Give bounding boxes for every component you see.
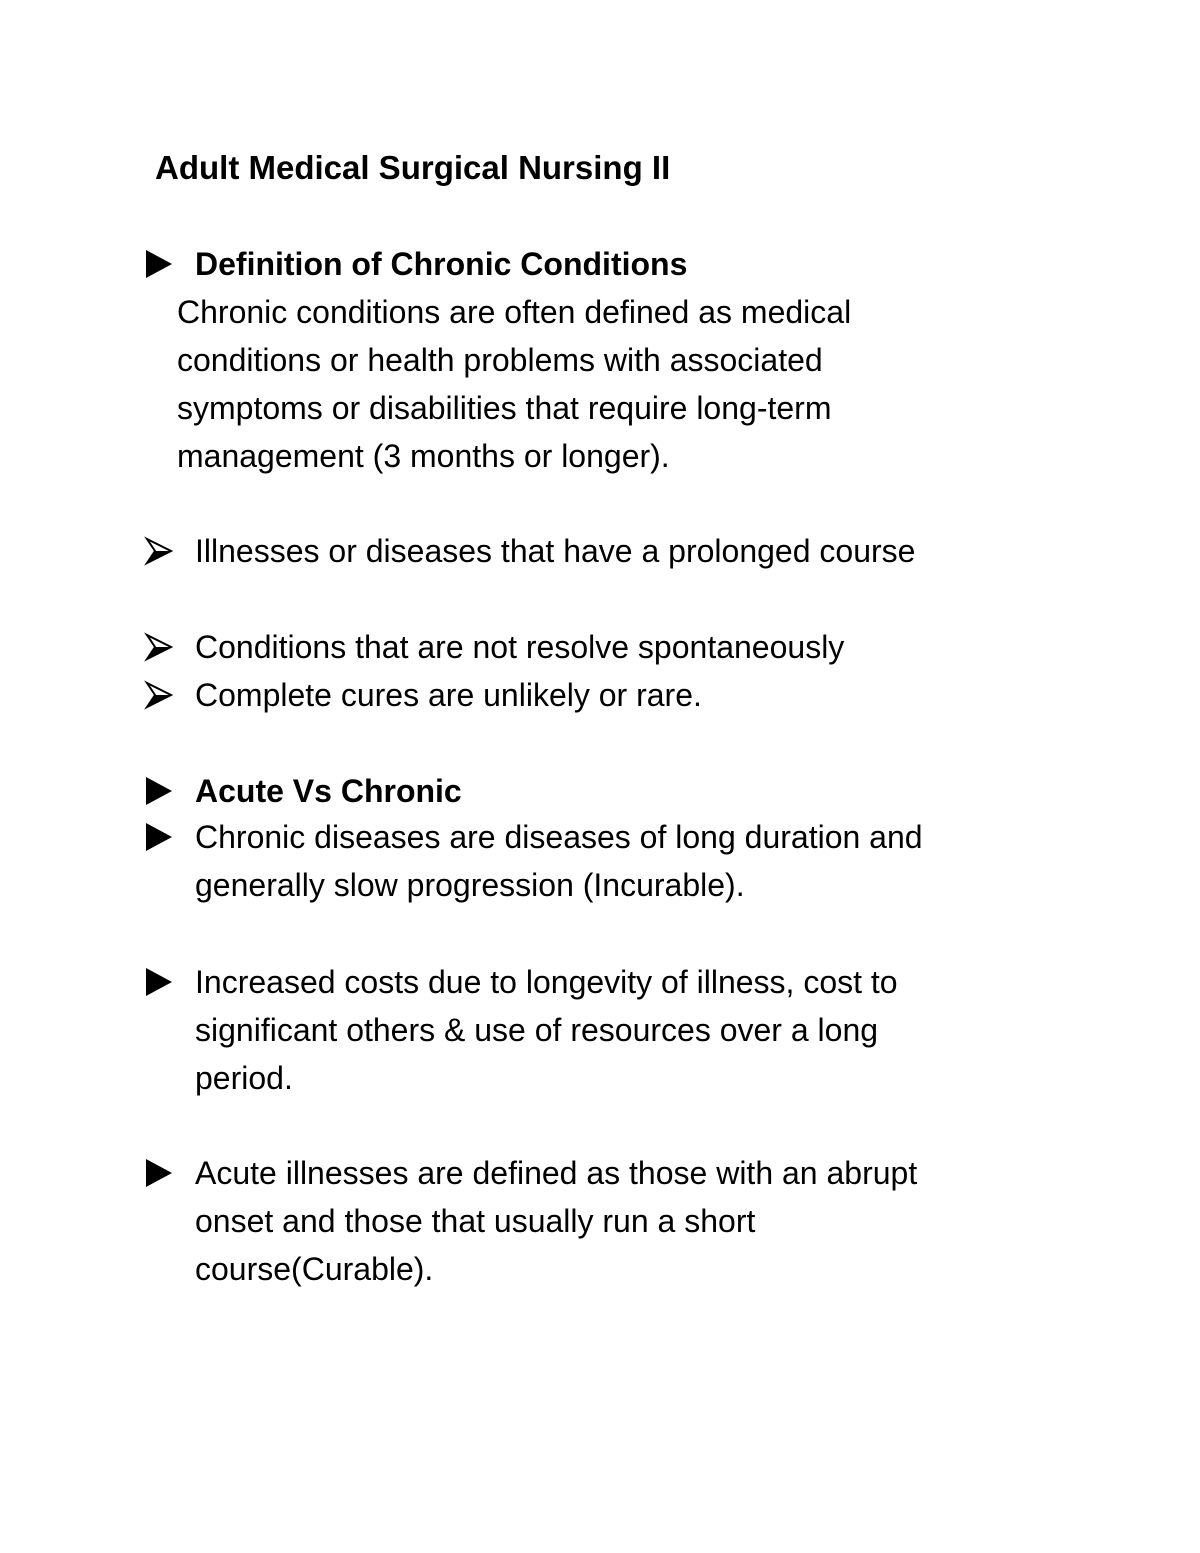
list-item-line: significant others & use of resources over a long [195, 1012, 879, 1048]
section-heading-text: Definition of Chronic Conditions [195, 246, 688, 282]
arrowhead-bullet-icon [144, 632, 174, 662]
definition-line: conditions or health problems with associated [177, 342, 823, 378]
list-item-line: course(Curable). [195, 1251, 434, 1287]
definition-line: Chronic conditions are often defined as medical [177, 294, 852, 330]
list-item-text [195, 1149, 917, 1293]
list-item-text [195, 958, 898, 1102]
section-heading-text: Acute Vs Chronic [195, 773, 462, 809]
arrowhead-bullet-icon [144, 680, 174, 710]
document-title: Adult Medical Surgical Nursing II [155, 149, 671, 186]
list-item-line: Increased costs due to longevity of illness, cost to [195, 964, 898, 1000]
filled-triangle-bullet-icon [144, 967, 174, 997]
list-item-line: period. [195, 1060, 293, 1096]
filled-triangle-bullet-icon [144, 249, 174, 279]
definition-paragraph [177, 288, 997, 480]
list-item-text: Complete cures are unlikely or rare. [195, 677, 702, 713]
list-item-line: Chronic diseases are diseases of long duration and [195, 819, 923, 855]
definition-line: management (3 months or longer). [177, 438, 670, 474]
definition-line: symptoms or disabilities that require long-term [177, 390, 832, 426]
list-item-line: Acute illnesses are defined as those with an abrupt [195, 1155, 918, 1191]
filled-triangle-bullet-icon [144, 776, 174, 806]
filled-triangle-bullet-icon [144, 822, 174, 852]
list-item-line: generally slow progression (Incurable). [195, 867, 745, 903]
list-item-text: Conditions that are not resolve spontaneously [195, 629, 845, 665]
list-item-line: onset and those that usually run a short [195, 1203, 756, 1239]
arrowhead-bullet-icon [144, 536, 174, 566]
filled-triangle-bullet-icon [144, 1158, 174, 1188]
list-item-text [195, 813, 923, 909]
list-item-text: Illnesses or diseases that have a prolonged course [195, 533, 916, 569]
